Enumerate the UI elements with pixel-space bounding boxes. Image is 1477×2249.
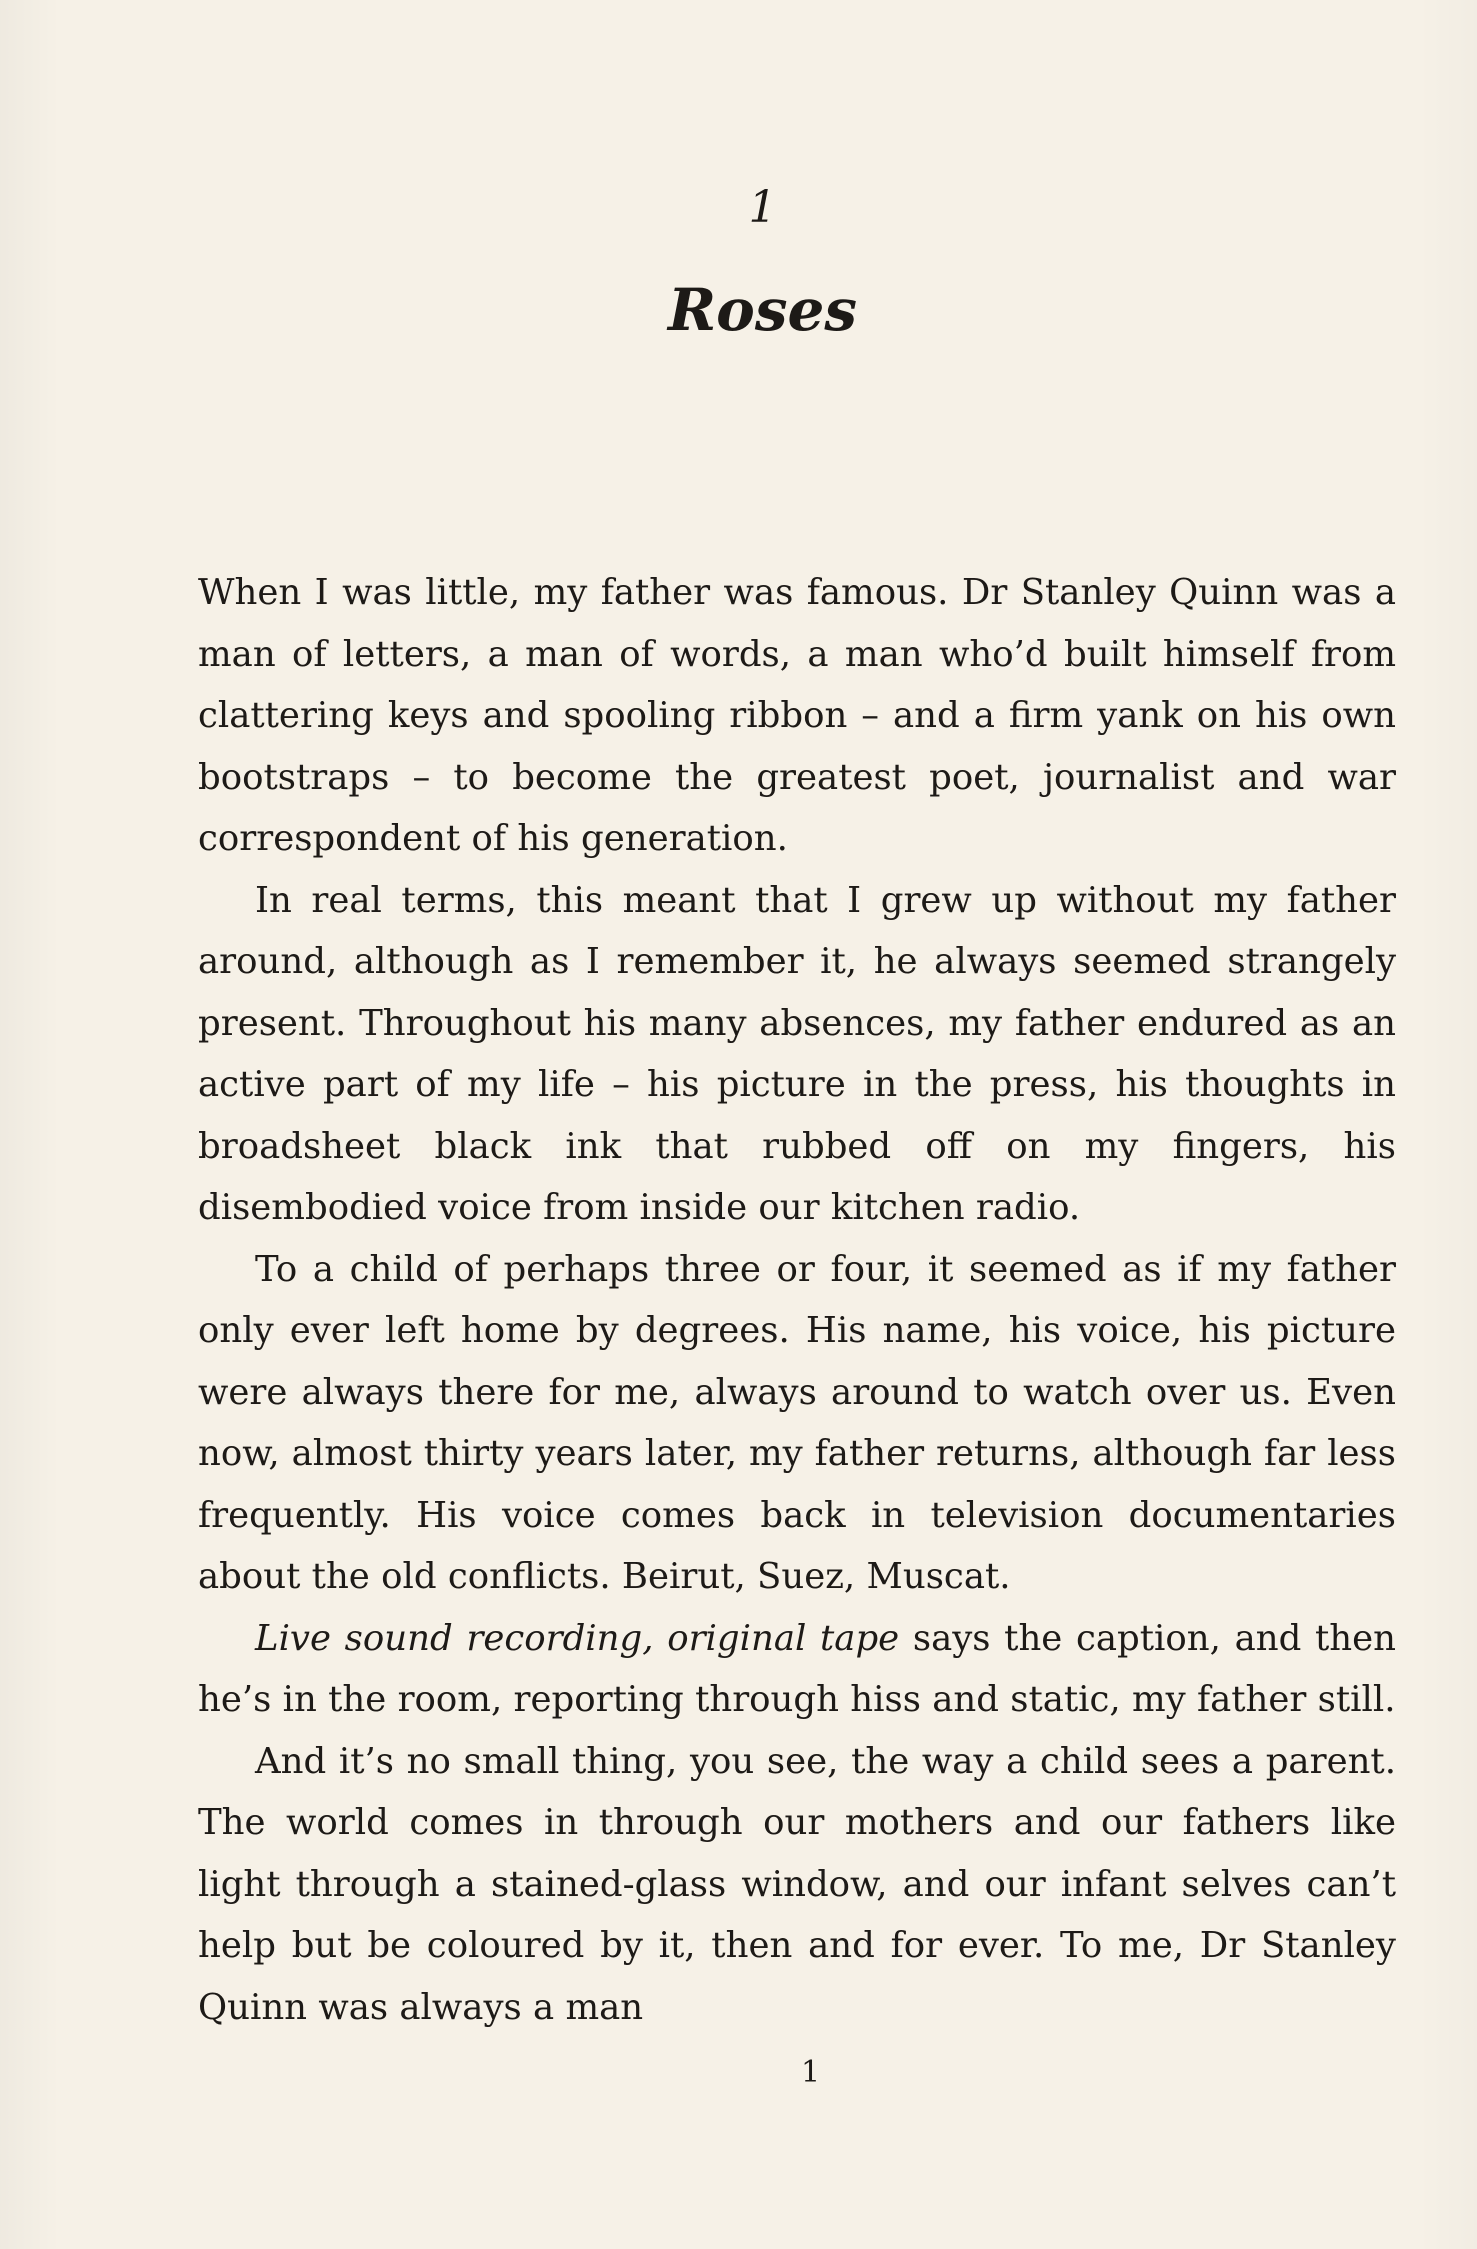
paragraph: [198, 1608, 1396, 1731]
caption-quote: Live sound recording, original tape: [255, 1617, 900, 1659]
page-number: 1: [800, 2055, 821, 2090]
chapter-number: 1: [748, 182, 777, 233]
paragraph-continuation: says the caption, and then he’s in the room, reporting through hiss and static, my father still.: [198, 1617, 1396, 1720]
chapter-title: Roses: [667, 276, 858, 344]
paragraph: To a child of perhaps three or four, it seemed as if my father only ever left home by degrees. His name, his voice, his picture were always there for me, always around to watch over us. Even now, almost thirty years later, my father returns, although far less frequently. His voice comes back in television documentaries about the old conflicts. Beirut, Suez, Muscat.: [198, 1248, 1396, 1597]
paragraph: In real terms, this meant that I grew up without my father around, although as I remember it, he always seemed strangely present. Throughout his many absences, my father endured as an active part of my life – his picture in the press, his thoughts in broadsheet black ink that rubbed off on my fingers, his disembodied voice from inside our kitchen radio.: [198, 879, 1396, 1228]
paragraph: When I was little, my father was famous. Dr Stanley Quinn was a man of letters, a man of words, a man who’d built himself from clattering keys and spooling ribbon – and a firm yank on his own bootstraps – to become the greatest poet, journalist and war correspondent of his generation.: [198, 572, 1396, 859]
paragraph: And it’s no small thing, you see, the way a child sees a parent. The world comes in through our mothers and our fathers like light through a stained-glass window, and our infant selves can’t help but be coloured by it, then and for ever. To me, Dr Stanley Quinn was always a man: [198, 1740, 1396, 2028]
body-text: [198, 562, 1396, 2038]
